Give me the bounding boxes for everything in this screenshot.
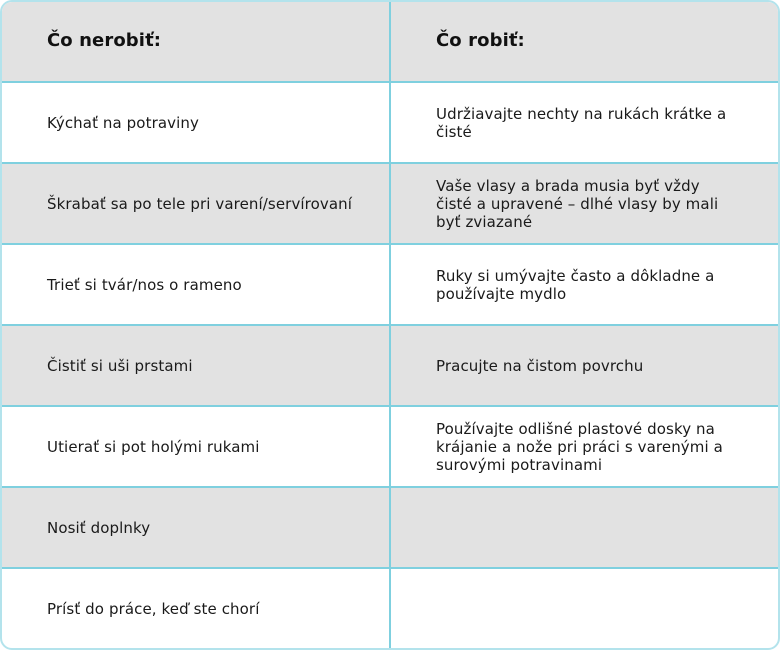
header-do-label: Čo robiť: <box>436 29 525 51</box>
do-cell: Ruky si umývajte často a dôkladne a používajte mydlo <box>436 266 715 303</box>
do-cell: Udržiavajte nechty na rukách krátke a čisté <box>436 104 727 141</box>
dont-cell: Trieť si tvár/nos o rameno <box>2 245 391 324</box>
dont-cell: Kýchať na potraviny <box>2 83 391 162</box>
header-dont <box>2 2 391 81</box>
table-row <box>2 488 778 569</box>
table-row <box>2 245 778 326</box>
do-cell <box>391 488 778 567</box>
do-cell: Pracujte na čistom povrchu <box>436 356 644 375</box>
dont-cell: Utierať si pot holými rukami <box>2 407 391 486</box>
table-row <box>2 326 778 407</box>
dont-cell: Prísť do práce, keď ste chorí <box>2 569 391 649</box>
table-row <box>2 83 778 164</box>
table-row <box>2 569 778 649</box>
table-header-row <box>2 2 778 83</box>
table-row <box>2 164 778 245</box>
do-cell <box>391 569 778 649</box>
dont-cell: Nosiť doplnky <box>2 488 391 567</box>
dont-cell: Čistiť si uši prstami <box>2 326 391 405</box>
header-dont-label: Čo nerobiť: <box>47 29 162 51</box>
table-row <box>2 407 778 488</box>
dont-cell: Škrabať sa po tele pri varení/servírovaní <box>2 164 391 243</box>
header-do <box>391 2 778 81</box>
do-cell: Používajte odlišné plastové dosky na krájanie a nože pri práci s varenými a surovými potravinami <box>436 419 723 474</box>
do-cell: Vaše vlasy a brada musia byť vždy čisté a upravené – dlhé vlasy by mali byť zviazané <box>436 176 719 231</box>
